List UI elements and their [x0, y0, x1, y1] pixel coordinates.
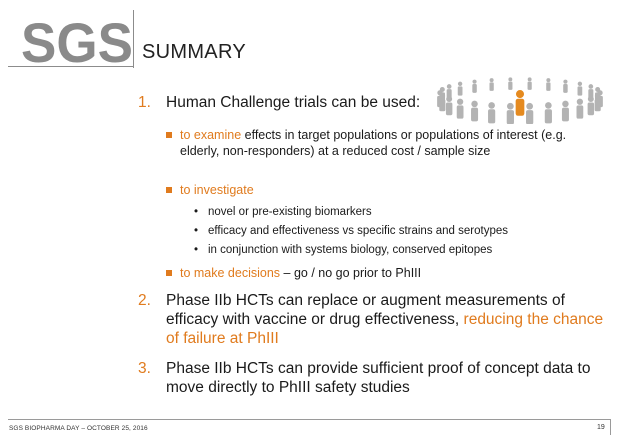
point-number: 1.: [138, 94, 151, 111]
crowd-person: [546, 78, 550, 91]
square-bullet-icon: [166, 187, 172, 193]
sub-item-highlight: to examine: [180, 128, 242, 142]
point-text: Phase IIb HCTs can provide sufficient proof of concept data to move directly to PhIII safety studies: [166, 360, 591, 396]
dot-bullet-icon: •: [194, 206, 199, 218]
logo-divider-horizontal: [8, 66, 133, 67]
slide-title: SUMMARY: [142, 41, 246, 63]
sgs-logo: [21, 17, 133, 65]
page-number: 19: [597, 424, 605, 431]
footer-divider: [8, 419, 610, 420]
dot-bullet-icon: •: [194, 244, 199, 256]
logo-divider-vertical: [133, 10, 134, 68]
crowd-person: [528, 77, 532, 89]
dot-bullet-icon: •: [194, 225, 199, 237]
logo-text: SGS: [21, 17, 133, 65]
point-highlight: reducing the chance of failure at PhIII: [166, 311, 604, 347]
square-bullet-icon: [166, 270, 172, 276]
crowd-person: [489, 78, 493, 91]
point-text: Human Challenge trials can be used:: [166, 94, 421, 111]
footer-text: SGS BIOPHARMA DAY – OCTOBER 25, 2016: [9, 425, 148, 432]
bullet-text: in conjunction with systems biology, conserved epitopes: [208, 244, 493, 256]
sub-item-text: – go / no go prior to PhIII: [280, 266, 422, 280]
point-number: 3.: [138, 360, 151, 377]
crowd-person: [472, 80, 476, 93]
square-bullet-icon: [166, 132, 172, 138]
point-text: Phase IIb HCTs can replace or augment measurements of efficacy with vaccine or drug effectiveness,: [166, 292, 565, 328]
footer-divider-vertical: [610, 419, 611, 435]
crowd-person: [508, 77, 512, 89]
bullet-text: efficacy and effectiveness vs specific strains and serotypes: [208, 225, 509, 237]
bullet-text: novel or pre-existing biomarkers: [208, 206, 372, 218]
sub-item-highlight: to investigate: [180, 183, 254, 197]
sub-item-text: effects in target populations or populations of interest (e.g. elderly, non-responders) at a reduced cost / sample size: [180, 128, 567, 158]
point-number: 2.: [138, 292, 151, 309]
crowd-person: [563, 80, 567, 93]
sub-item-highlight: to make decisions: [180, 266, 281, 280]
